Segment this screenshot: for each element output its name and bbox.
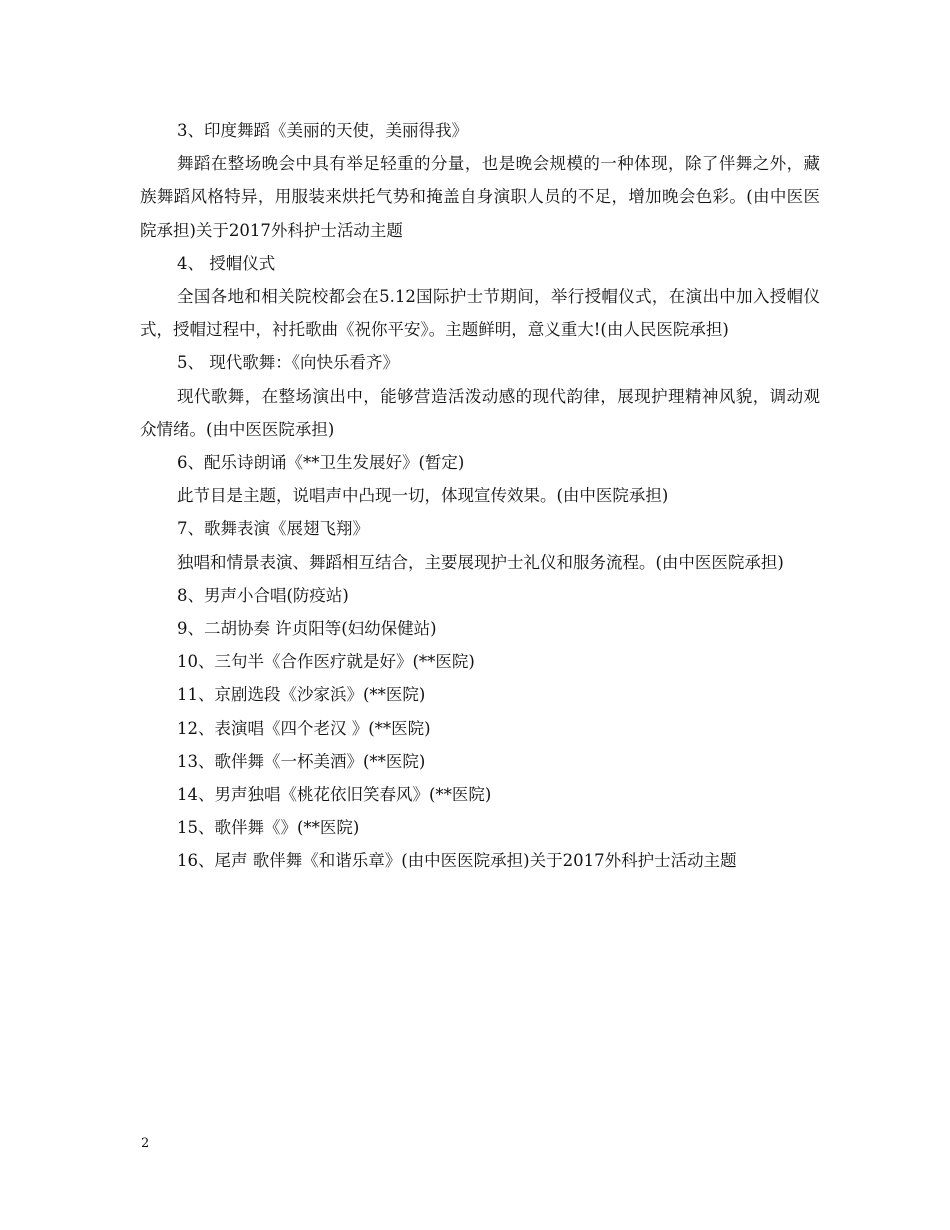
program-item-heading: 3、印度舞蹈《美丽的天使，美丽得我》 xyxy=(177,121,468,140)
program-item-heading: 5、 现代歌舞：《向快乐看齐》 xyxy=(177,353,399,373)
program-item: 12、表演唱《四个老汉 》(**医院) xyxy=(177,718,431,738)
program-item-description: 全国各地和相关院校都会在5.12国际护士节期间，举行授帽仪式，在演出中加入授帽仪式，授帽过程中，衬托歌曲《祝你平安》。主题鲜明，意义重大!(由人民医院承担) xyxy=(140,287,820,340)
program-item-heading: 6、配乐诗朗诵《**卫生发展好》(暂定) xyxy=(177,453,465,473)
document-body xyxy=(140,114,820,878)
program-item-description: 此节目是主题，说唱声中凸现一切，体现宣传效果。(由中医院承担) xyxy=(177,486,669,506)
program-item: 14、男声独唱《桃花依旧笑春风》(**医院) xyxy=(177,785,492,805)
program-item: 15、歌伴舞《》(**医院) xyxy=(177,818,360,838)
program-item-description: 现代歌舞，在整场演出中，能够营造活泼动感的现代韵律，展现护理精神风貌，调动观众情绪。(由中医医院承担) xyxy=(140,386,820,439)
program-item: 13、歌伴舞《一杯美酒》(**医院) xyxy=(177,751,426,771)
program-item-heading: 4、 授帽仪式 xyxy=(177,253,276,273)
program-item-description: 独唱和情景表演、舞蹈相互结合，主要展现护士礼仪和服务流程。(由中医医院承担) xyxy=(177,552,784,572)
program-item: 9、二胡协奏 许贞阳等(妇幼保健站) xyxy=(177,619,437,639)
program-item-heading: 7、歌舞表演《展翅飞翔》 xyxy=(177,519,369,539)
page-number: 2 xyxy=(141,1136,150,1151)
program-item: 16、尾声 歌伴舞《和谐乐章》(由中医医院承担)关于2017外科护士活动主题 xyxy=(177,851,737,871)
program-item-description: 舞蹈在整场晚会中具有举足轻重的分量，也是晚会规模的一种体现，除了伴舞之外，藏族舞蹈风格特异，用服装来烘托气势和掩盖自身演职人员的不足，增加晚会色彩。(由中医医院承担)关于2017外科护士活动主题 xyxy=(140,154,820,240)
program-item: 10、三句半《合作医疗就是好》(**医院) xyxy=(177,652,475,672)
program-item: 8、男声小合唱(防疫站) xyxy=(177,585,349,605)
program-item: 11、京剧选段《沙家浜》(**医院) xyxy=(177,685,426,705)
